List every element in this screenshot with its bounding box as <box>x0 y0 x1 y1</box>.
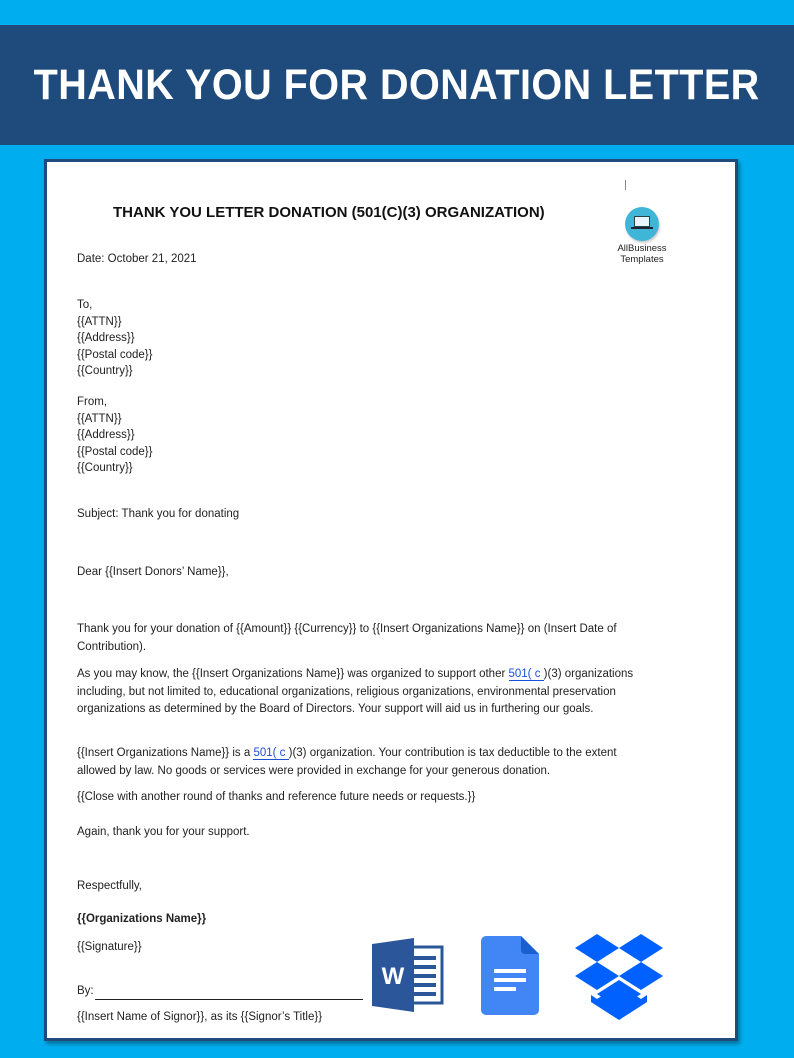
paragraph-organization-support: As you may know, the {{Insert Organizations Name}} was organized to support other 501( c )(3) organizations including, but not limited to, educational organizations, religious organizations, environmental preservation organizations as determined by the Board of Directors. Your support will aid us in furthering our goals. <box>77 668 634 715</box>
from-postal-code: {{Postal code}} <box>77 445 153 458</box>
banner-title: THANK YOU FOR DONATION LETTER <box>33 60 761 109</box>
501c-link[interactable]: 501( c <box>508 668 544 680</box>
signor-line: {{Insert Name of Signor}}, as its {{Signor’s Title}} <box>77 1011 323 1023</box>
by-label: By: <box>77 985 94 997</box>
logo-line-1: AllBusiness <box>617 243 667 254</box>
google-docs-icon[interactable] <box>481 936 541 1016</box>
letter-page <box>44 159 738 1041</box>
dropbox-icon[interactable] <box>571 932 667 1022</box>
501c-link[interactable]: 501( c <box>253 747 289 759</box>
from-block <box>77 394 152 477</box>
letter-salutation: Dear {{Insert Donors’ Name}}, <box>77 566 229 578</box>
to-postal-code: {{Postal code}} <box>77 348 153 361</box>
text-cursor <box>625 180 626 190</box>
from-label: From, <box>77 396 108 408</box>
to-address: {{Address}} <box>77 332 135 344</box>
word-icon-letter: W <box>381 963 405 990</box>
letter-subject: Subject: Thank you for donating <box>77 508 240 520</box>
to-block <box>77 297 152 380</box>
word-icon[interactable] <box>370 938 448 1012</box>
banner <box>0 25 794 145</box>
letter-title: THANK YOU LETTER DONATION (501(C)(3) ORGANIZATION) <box>113 204 545 221</box>
logo-text <box>607 243 677 265</box>
to-label: To, <box>77 299 93 311</box>
from-address: {{Address}} <box>77 429 135 441</box>
organization-name: {{Organizations Name}} <box>77 913 207 925</box>
paragraph-tax-deductible: {{Insert Organizations Name}} is a 501( c )(3) organization. Your contribution is tax deductible to the extent allowed by law. No goods or services were provided in exchange for your generous donation. <box>77 747 617 777</box>
from-country: {{Country}} <box>77 462 133 474</box>
to-attn: {{ATTN}} <box>77 315 122 328</box>
signature-line <box>95 999 363 1000</box>
letter-document <box>47 162 735 1038</box>
paragraph-close: {{Close with another round of thanks and reference future needs or requests.}} <box>77 791 476 803</box>
paragraph-donation: Thank you for your donation of {{Amount}} {{Currency}} to {{Insert Organizations Name}} on (Insert Date of Contribution). <box>77 623 617 653</box>
allbusiness-logo <box>607 207 677 265</box>
laptop-icon <box>625 207 659 241</box>
signature-placeholder: {{Signature}} <box>77 941 142 953</box>
closing-line: Again, thank you for your support. <box>77 826 250 838</box>
letter-date: Date: October 21, 2021 <box>77 253 197 265</box>
to-country: {{Country}} <box>77 365 133 377</box>
logo-line-2: Templates <box>620 254 664 265</box>
signoff: Respectfully, <box>77 880 142 892</box>
from-attn: {{ATTN}} <box>77 412 122 425</box>
